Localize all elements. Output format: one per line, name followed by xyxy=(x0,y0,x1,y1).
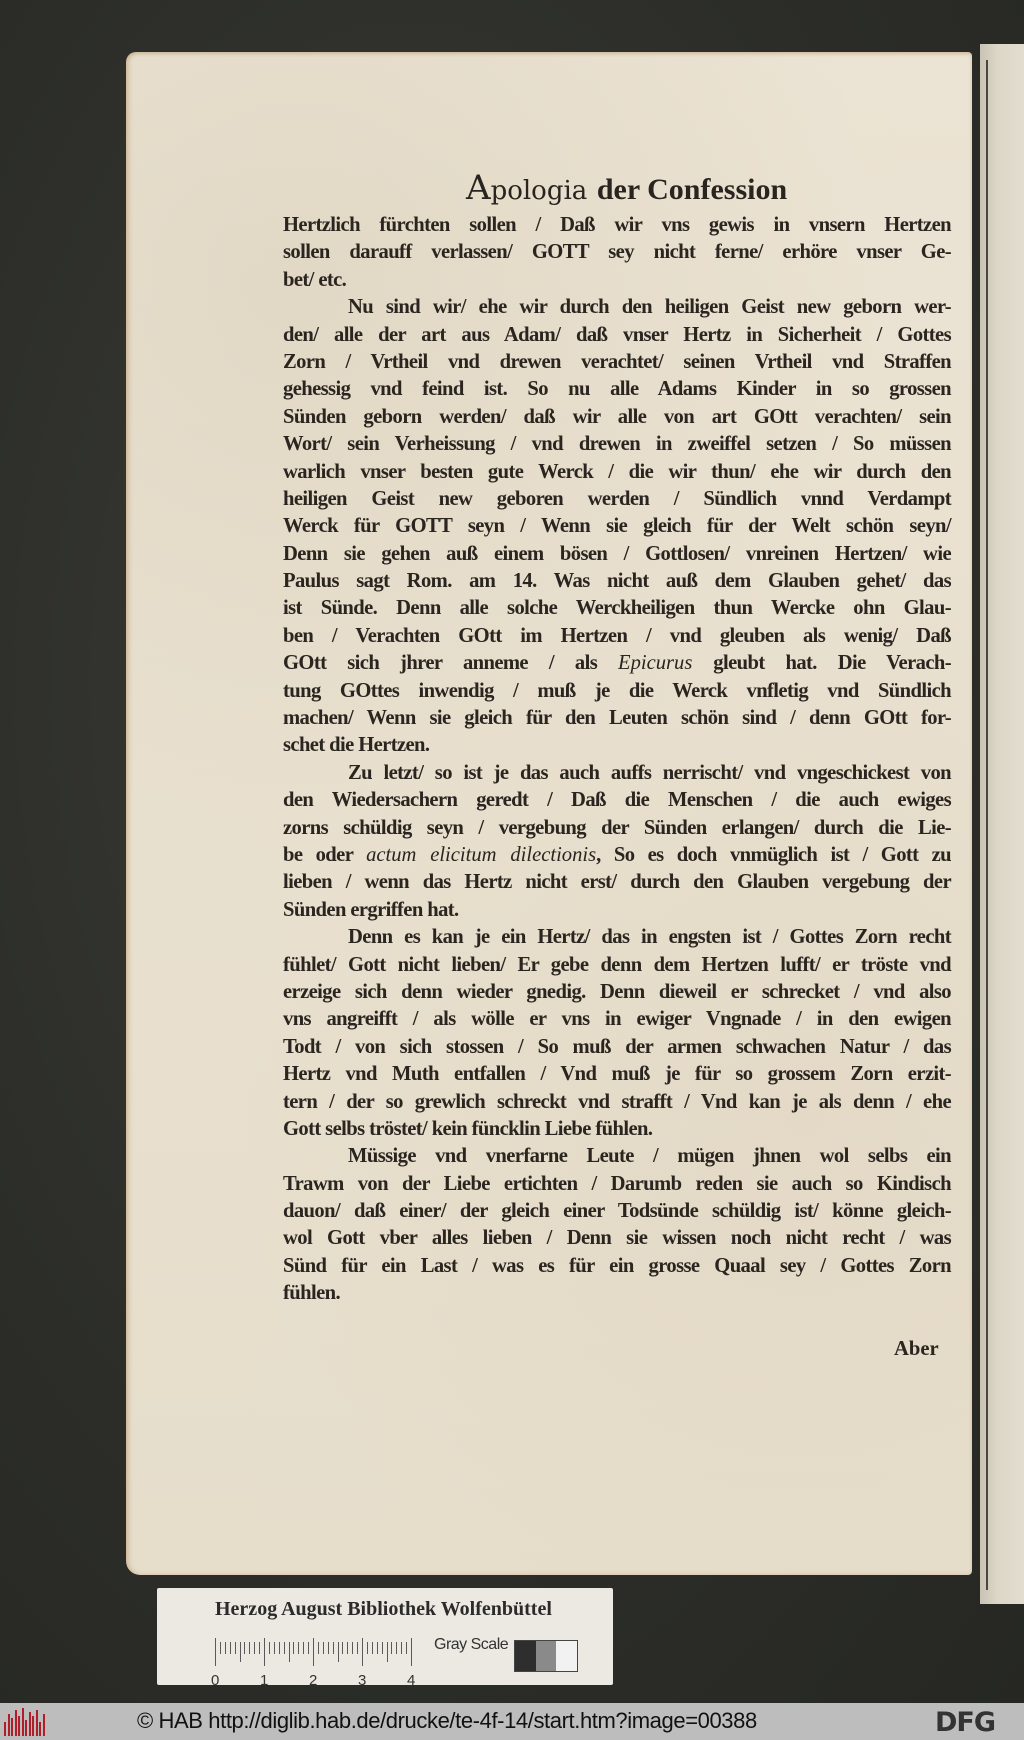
ruler-tick xyxy=(382,1642,383,1654)
logo-bar xyxy=(25,1720,27,1736)
text-line: Gott selbs tröstet/ kein füncklin Liebe fühlen. xyxy=(283,1117,653,1140)
ruler-tick xyxy=(313,1638,314,1666)
latin-italic-phrase: actum elicitum dilectionis xyxy=(366,843,597,866)
text-line: Zu letzt/ so ist je das auch auffs nerrischt/ vnd vngeschickest von xyxy=(348,761,951,784)
ruler-number: 2 xyxy=(309,1672,318,1689)
text-line: fühlet/ Gott nicht lieben/ Er gebe denn dem Hertzen lufft/ er tröste vnd xyxy=(283,953,951,976)
text-line: Wort/ sein Verheissung / vnd drewen in zweiffel setzen / So müssen xyxy=(283,433,951,456)
hab-logo-icon xyxy=(4,1708,48,1736)
text-line: lieben / wenn das Hertz nicht erst/ durch den Glauben vergebung der xyxy=(283,871,951,894)
ruler-tick xyxy=(333,1642,334,1654)
gray-scale-swatch xyxy=(514,1640,578,1672)
text-line: Denn sie gehen auß einem bösen / Gottlosen/ vnreinen Hertzen/ wie xyxy=(283,542,951,565)
text-line: vns angreifft / als wölle er vns in ewiger Vngnade / in den ewigen xyxy=(283,1008,951,1031)
footer-bar xyxy=(0,1703,1024,1740)
ruler-tick xyxy=(352,1642,353,1654)
text-line: Sünd für ein Last / was es für ein grosse Quaal sey / Gottes Zorn xyxy=(283,1254,951,1277)
ruler-tick xyxy=(279,1642,280,1654)
text-line: ben / Verachten GOtt im Hertzen / vnd gleuben als wenig/ Daß xyxy=(283,624,951,647)
logo-bar xyxy=(32,1716,34,1736)
logo-bar xyxy=(43,1714,45,1736)
text-line: be oder actum elicitum dilectionis, So es doch vnmüglich ist / Gott zu xyxy=(283,843,951,866)
ruler-tick xyxy=(264,1638,265,1666)
ruler-tick xyxy=(396,1642,397,1654)
text-line: machen/ Wenn sie gleich für den Leuten schön sind / denn GOtt for- xyxy=(283,707,951,730)
ruler-tick xyxy=(274,1642,275,1654)
ruler-tick xyxy=(269,1642,270,1654)
text-line: bet/ etc. xyxy=(283,268,347,291)
ruler-number: 0 xyxy=(211,1672,220,1689)
copyright-url[interactable]: © HAB http://diglib.hab.de/drucke/te-4f-14/start.htm?image=00388 xyxy=(137,1708,757,1733)
ruler-tick xyxy=(362,1638,363,1666)
gray-swatch xyxy=(556,1641,577,1671)
text-line: Denn es kan je ein Hertz/ das in engsten ist / Gottes Zorn recht xyxy=(348,926,951,949)
ruler-tick xyxy=(372,1642,373,1654)
ruler-tick xyxy=(342,1642,343,1654)
text-line: heiligen Geist new geboren werden / Sündlich vnnd Verdampt xyxy=(283,487,951,510)
text-line: Müssige vnd vnerfarne Leute / mügen jhnen wol selbs ein xyxy=(348,1145,951,1168)
ruler-tick xyxy=(225,1642,226,1654)
ruler-tick xyxy=(406,1642,407,1654)
text-line: schet die Hertzen. xyxy=(283,734,430,757)
logo-bar xyxy=(8,1714,10,1736)
running-head-latin: pologia xyxy=(490,176,588,206)
ruler-tick xyxy=(328,1642,329,1654)
ruler-tick xyxy=(220,1642,221,1654)
text-line: fühlen. xyxy=(283,1282,341,1305)
text-line: tung GOttes inwendig / muß je die Werck vnfletig vnd Sündlich xyxy=(283,679,951,702)
gray-swatch xyxy=(536,1641,557,1671)
ruler-tick xyxy=(293,1642,294,1654)
ruler-tick xyxy=(391,1642,392,1654)
ruler-tick xyxy=(244,1642,245,1654)
ruler-tick xyxy=(323,1642,324,1654)
text-line: Hertzlich fürchten sollen / Daß wir vns gewis in vnsern Hertzen xyxy=(283,214,951,236)
ruler-tick xyxy=(259,1642,260,1654)
ruler-tick xyxy=(367,1642,368,1654)
text-line: GOtt sich jhrer anneme / als Epicurus gleubt hat. Die Verach- xyxy=(283,652,951,675)
text-line: den/ alle der art aus Adam/ daß vnser Hertz in Sicherheit / Gottes xyxy=(283,323,951,346)
text-line: Paulus sagt Rom. am 14. Was nicht auß dem Glauben gehet/ das xyxy=(283,570,951,593)
library-name: Herzog August Bibliothek Wolfenbüttel xyxy=(215,1598,552,1620)
ruler-tick xyxy=(284,1642,285,1654)
logo-bar xyxy=(18,1716,20,1736)
text-line: ist Sünde. Denn alle solche Werckheiligen thun Wercke ohn Glau- xyxy=(283,597,951,620)
ruler-tick xyxy=(240,1642,241,1662)
logo-bar xyxy=(36,1710,38,1736)
logo-bar xyxy=(11,1718,13,1736)
ruler-tick xyxy=(318,1642,319,1654)
text-line: dauon/ daß einer/ der gleich einer Todsünde schüldig ist/ könne gleich- xyxy=(283,1200,951,1223)
text-line: den Wiedersachern geredt / Daß die Menschen / die auch ewiges xyxy=(283,789,951,812)
scale-ruler xyxy=(211,1636,416,1689)
ruler-tick xyxy=(215,1638,216,1666)
text-line: warlich vnser besten gute Werck / die wir thun/ ehe wir durch den xyxy=(283,460,951,483)
ruler-tick xyxy=(249,1642,250,1654)
logo-bar xyxy=(39,1722,41,1736)
ruler-tick xyxy=(357,1642,358,1654)
ruler-tick xyxy=(338,1642,339,1662)
ruler-tick xyxy=(377,1642,378,1654)
text-line: Todt / von sich stossen / So muß der armen schwachen Natur / das xyxy=(283,1035,951,1058)
dfg-logo-icon: DFG xyxy=(935,1707,996,1738)
text-line: erzeige sich denn wieder gnedig. Denn dieweil er schrecket / vnd also xyxy=(283,980,951,1003)
ruler-tick xyxy=(401,1642,402,1654)
ruler-tick xyxy=(387,1642,388,1662)
ruler-tick xyxy=(347,1642,348,1654)
body-text xyxy=(283,212,951,1308)
text-line: sollen darauff verlassen/ GOTT sey nicht ferne/ erhöre vnser Ge- xyxy=(283,241,951,264)
ruler-tick xyxy=(303,1642,304,1654)
ruler-tick xyxy=(235,1642,236,1654)
ruler-number: 3 xyxy=(358,1672,367,1689)
text-line: Sünden geborn werden/ daß wir alle von art GOtt verachten/ sein xyxy=(283,405,951,428)
text-line: Zorn / Vrtheil vnd drewen verachtet/ seinen Vrtheil vnd Straffen xyxy=(283,350,951,373)
latin-italic-phrase: Epicurus xyxy=(618,652,693,675)
text-line: Trawm von der Liebe ertichten / Darumb reden sie auch so Kindisch xyxy=(283,1172,951,1195)
logo-bar xyxy=(15,1710,17,1736)
ruler-number: 4 xyxy=(407,1672,416,1689)
gutter-line xyxy=(986,60,988,1590)
ruler-tick xyxy=(254,1642,255,1654)
text-line: gehessig vnd feind ist. So nu alle Adams Kinder in so grossen xyxy=(283,378,951,401)
ruler-number: 1 xyxy=(260,1672,269,1689)
logo-bar xyxy=(4,1722,6,1736)
ruler-tick xyxy=(230,1642,231,1654)
text-line: wol Gott vber alles lieben / Denn sie wissen noch nicht recht / was xyxy=(283,1227,951,1250)
running-head-initial: A xyxy=(466,168,491,208)
ruler-tick xyxy=(411,1638,412,1666)
text-line: tern / der so grewlich schreckt vnd strafft / Vnd kan je als denn / ehe xyxy=(283,1090,951,1113)
ruler-tick xyxy=(289,1642,290,1662)
ruler-tick xyxy=(298,1642,299,1654)
running-head-fraktur: der Confession xyxy=(596,173,788,206)
text-line: Sünden ergriffen hat. xyxy=(283,898,459,921)
ruler-tick xyxy=(308,1642,309,1654)
logo-bar xyxy=(22,1708,24,1736)
catchword: Aber xyxy=(894,1338,939,1360)
logo-bar xyxy=(29,1712,31,1736)
text-line: Werck für GOTT seyn / Wenn sie gleich für der Welt schön seyn/ xyxy=(283,515,951,538)
text-line: Hertz vnd Muth entfallen / Vnd muß je für so grossem Zorn erzit- xyxy=(283,1063,951,1086)
gray-scale-label: Gray Scale xyxy=(434,1636,509,1653)
gray-swatch xyxy=(515,1641,536,1671)
text-line: zorns schüldig seyn / vergebung der Sünden erlangen/ durch die Lie- xyxy=(283,816,951,839)
text-line: Nu sind wir/ ehe wir durch den heiligen Geist new geborn wer- xyxy=(348,296,951,319)
running-head xyxy=(466,168,787,208)
library-label-card xyxy=(157,1588,613,1689)
